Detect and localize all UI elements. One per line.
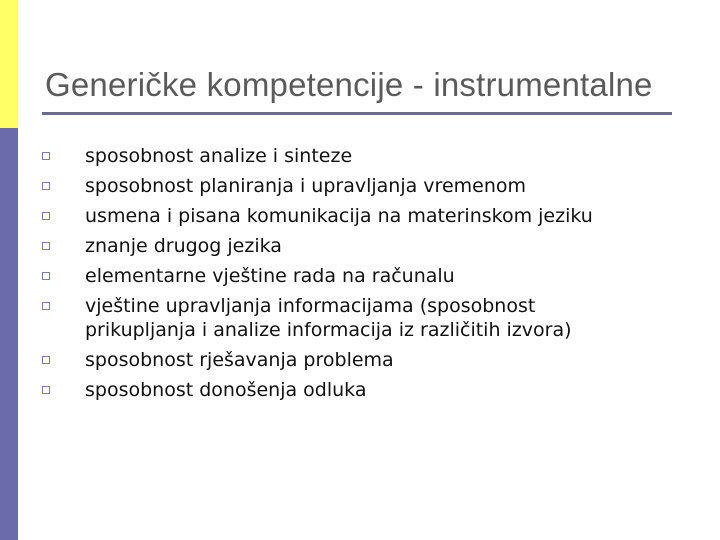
hollow-square-bullet-icon bbox=[42, 242, 50, 250]
list-item-text: sposobnost analize i sinteze bbox=[85, 145, 353, 167]
list-item-text: znanje drugog jezika bbox=[85, 235, 282, 257]
accent-bar-purple bbox=[0, 128, 18, 540]
list-item-text: usmena i pisana komunikacija na materinskom jeziku bbox=[85, 205, 593, 227]
hollow-square-bullet-icon bbox=[42, 212, 50, 220]
hollow-square-bullet-icon bbox=[42, 356, 50, 364]
hollow-square-bullet-icon bbox=[42, 182, 50, 190]
list-item-text-continuation: prikupljanja i analize informacija iz različitih izvora) bbox=[85, 319, 572, 341]
list-item-text: vještine upravljanja informacijama (sposobnost bbox=[85, 295, 536, 317]
hollow-square-bullet-icon bbox=[42, 272, 50, 280]
list-item-text: elementarne vještine rada na računalu bbox=[85, 265, 455, 287]
hollow-square-bullet-icon bbox=[42, 302, 50, 310]
hollow-square-bullet-icon bbox=[42, 386, 50, 394]
title-underline bbox=[42, 112, 672, 115]
slide-title: Generičke kompetencije - instrumentalne bbox=[45, 66, 653, 103]
hollow-square-bullet-icon bbox=[42, 152, 50, 160]
list-item-text: sposobnost donošenja odluka bbox=[85, 379, 367, 401]
list-item-text: sposobnost planiranja i upravljanja vremenom bbox=[85, 175, 527, 197]
list-item-text: sposobnost rješavanja problema bbox=[85, 349, 394, 371]
accent-bar-yellow bbox=[0, 0, 18, 128]
